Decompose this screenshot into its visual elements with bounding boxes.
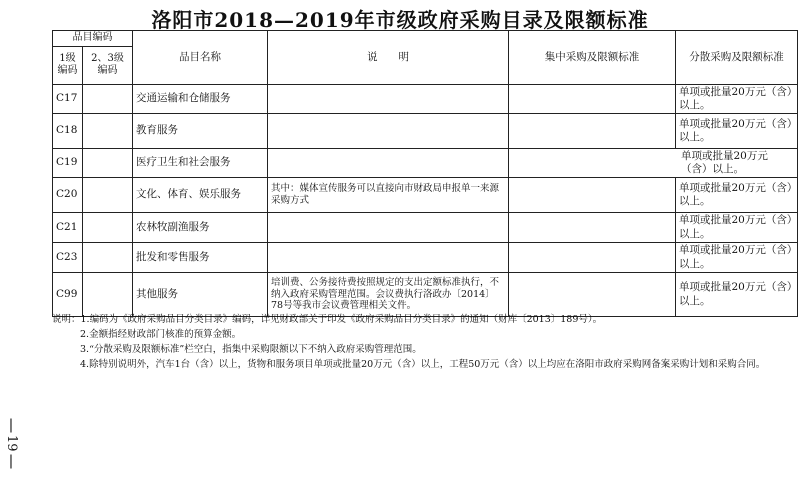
footnote-2: 2.金额指经财政部门核准的预算金额。 (80, 329, 242, 340)
header-level23: 2、3级 编码 (83, 46, 133, 84)
cell-desc (268, 84, 509, 113)
table-row (53, 213, 798, 243)
cell-central (509, 243, 676, 273)
header-dispersed: 分散采购及限额标准 (676, 31, 798, 85)
footnotes (52, 312, 797, 372)
table-row (53, 84, 798, 113)
cell-central (509, 273, 676, 317)
footnote-4: 4.除特别说明外，汽车1台（含）以上，货物和服务项目单项或批量20万元（含）以上，工程50万元（含）以上均应在洛阳市政府采购网备案采购计划和采购合同。 (80, 359, 766, 370)
cell-sub (83, 148, 133, 177)
cell-name: 批发和零售服务 (133, 243, 268, 273)
page-title: 洛阳市2018—2019年市级政府采购目录及限额标准 (151, 8, 649, 32)
cell-name: 农林牧副渔服务 (133, 213, 268, 243)
cell-dispersed: 单项或批量20万元（含）以上。 (676, 178, 798, 213)
cell-code: C19 (53, 148, 83, 177)
cell-central (509, 113, 676, 148)
cell-code: C21 (53, 213, 83, 243)
cell-code: C99 (53, 273, 83, 317)
cell-desc: 培训费、公务接待费按照规定的支出定额标准执行，不纳入政府采购管理范围。会议费执行洛政办〔2014〕78号等我市会议费管理相关文件。 (268, 273, 509, 317)
cell-dispersed: 单项或批量20万元（含）以上。 (676, 84, 798, 113)
header-name: 品目名称 (133, 31, 268, 85)
cell-name: 交通运输和仓储服务 (133, 84, 268, 113)
header-code-group: 品目编码 (53, 31, 133, 47)
table-row (53, 243, 798, 273)
cell-sub (83, 113, 133, 148)
cell-sub (83, 243, 133, 273)
cell-central (509, 213, 676, 243)
table-row (53, 113, 798, 148)
cell-dispersed: 单项或批量20万元（含）以上。 (676, 243, 798, 273)
cell-desc (268, 148, 509, 177)
cell-central (509, 84, 676, 113)
cell-code: C18 (53, 113, 83, 148)
cell-name: 文化、体育、娱乐服务 (133, 178, 268, 213)
cell-dispersed: 单项或批量20万元（含）以上。 (676, 113, 798, 148)
cell-sub (83, 84, 133, 113)
cell-sub (83, 213, 133, 243)
cell-sub (83, 178, 133, 213)
cell-central (509, 178, 676, 213)
table-row (53, 178, 798, 213)
cell-sub (83, 273, 133, 317)
header-central: 集中采购及限额标准 (509, 31, 676, 85)
cell-name: 医疗卫生和社会服务 (133, 148, 268, 177)
cell-dispersed: 单项或批量20万元（含）以上。 (676, 273, 798, 317)
table-row (53, 148, 798, 177)
cell-code: C17 (53, 84, 83, 113)
header-desc: 说 明 (268, 31, 509, 85)
footnote-3: 3.“分散采购及限额标准”栏空白，指集中采购限额以下不纳入政府采购管理范围。 (80, 344, 422, 355)
footnote-1: 说明：1.编码为《政府采购品目分类目录》编码，详见财政部关于印发《政府采购品目分类目录》的通知（财库〔2013〕189号）。 (52, 314, 603, 325)
cell-desc (268, 243, 509, 273)
cell-code: C23 (53, 243, 83, 273)
cell-desc: 其中：媒体宣传服务可以直接向市财政局申报单一来源采购方式 (268, 178, 509, 213)
cell-name: 其他服务 (133, 273, 268, 317)
page-number: | 19 | (4, 417, 19, 469)
header-level1: 1级 编码 (53, 46, 83, 84)
cell-name: 教育服务 (133, 113, 268, 148)
cell-code: C20 (53, 178, 83, 213)
cell-desc (268, 113, 509, 148)
cell-central: 单项或批量20万元（含）以上。 (509, 148, 798, 177)
table-row (53, 273, 798, 317)
procurement-table (52, 30, 798, 317)
cell-dispersed: 单项或批量20万元（含）以上。 (676, 213, 798, 243)
cell-desc (268, 213, 509, 243)
